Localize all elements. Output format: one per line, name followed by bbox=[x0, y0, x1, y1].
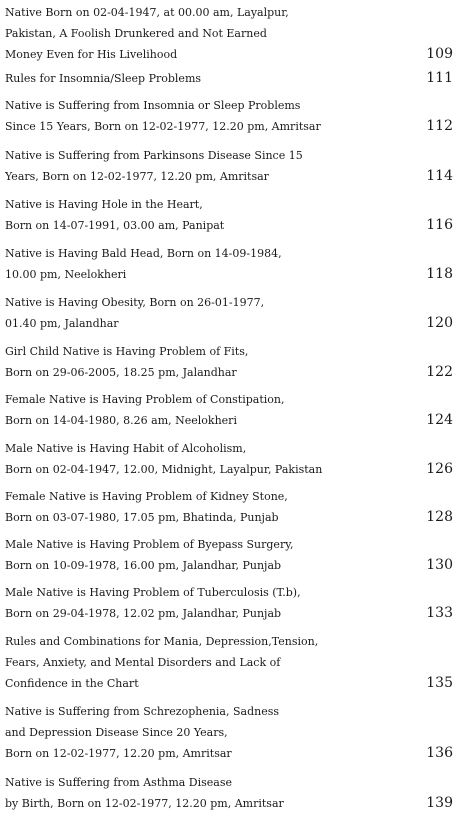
toc-entry bbox=[5, 194, 453, 236]
toc-entry-line: Girl Child Native is Having Problem of Fits, bbox=[5, 345, 249, 358]
toc-entry-line: Born on 14-04-1980, 8.26 am, Neelokheri bbox=[5, 414, 237, 427]
toc-entry-page-number: 114 bbox=[426, 168, 453, 184]
toc-entry-line: Native is Suffering from Asthma Disease bbox=[5, 776, 233, 789]
toc-entry-page-number: 116 bbox=[426, 217, 453, 233]
toc-entry-line: Male Native is Having Problem of Tuberculosis (T.b), bbox=[5, 586, 301, 599]
toc-entry-line: Years, Born on 12-02-1977, 12.20 pm, Amritsar bbox=[5, 170, 269, 183]
toc-entry-page-number: 136 bbox=[426, 745, 453, 761]
toc-entry-line: Native is Suffering from Parkinsons Disease Since 15 bbox=[5, 149, 303, 162]
toc-entry bbox=[5, 243, 453, 285]
toc-entry-page-number: 112 bbox=[426, 118, 453, 134]
toc-entry-title bbox=[5, 292, 453, 334]
toc-entry-line: 01.40 pm, Jalandhar bbox=[5, 317, 119, 330]
toc-entry-line: Born on 10-09-1978, 16.00 pm, Jalandhar, Punjab bbox=[5, 559, 282, 572]
toc-entry-line: Female Native is Having Problem of Constipation, bbox=[5, 393, 285, 406]
toc-entry bbox=[5, 438, 453, 480]
toc-entry-page-number: 128 bbox=[426, 509, 453, 525]
toc-entry-title bbox=[5, 389, 453, 431]
toc-entry-title bbox=[5, 2, 453, 65]
toc-entry-title bbox=[5, 243, 453, 285]
toc-entry-line: Fears, Anxiety, and Mental Disorders and Lack of bbox=[5, 656, 281, 669]
toc-entry bbox=[5, 95, 453, 137]
toc-entry-line: Born on 29-04-1978, 12.02 pm, Jalandhar, Punjab bbox=[5, 607, 282, 620]
toc-entry-line: Since 15 Years, Born on 12-02-1977, 12.20 pm, Amritsar bbox=[5, 120, 321, 133]
toc-entry bbox=[5, 145, 453, 187]
toc-entry-line: Native is Having Obesity, Born on 26-01-1977, bbox=[5, 296, 265, 309]
toc-entry-line: Native is Having Hole in the Heart, bbox=[5, 198, 203, 211]
toc-entry-page-number: 124 bbox=[426, 412, 453, 428]
toc-entry-line: Native is Having Bald Head, Born on 14-09-1984, bbox=[5, 247, 282, 260]
toc-entry-page-number: 122 bbox=[426, 364, 453, 380]
toc-entry bbox=[5, 701, 453, 764]
toc-entry-line: Male Native is Having Problem of Byepass Surgery, bbox=[5, 538, 294, 551]
toc-entry-line: Confidence in the Chart bbox=[5, 677, 139, 690]
toc-entry-line: and Depression Disease Since 20 Years, bbox=[5, 726, 228, 739]
toc-entry bbox=[5, 2, 453, 65]
toc-entry-page-number: 126 bbox=[426, 461, 453, 477]
toc-entry-line: Native is Suffering from Insomnia or Sleep Problems bbox=[5, 99, 301, 112]
toc-entry-title bbox=[5, 582, 453, 624]
toc-entry-title bbox=[5, 534, 453, 576]
toc-entry-line: by Birth, Born on 12-02-1977, 12.20 pm, Amritsar bbox=[5, 797, 284, 810]
toc-entry bbox=[5, 631, 453, 694]
toc-entry-title bbox=[5, 631, 453, 694]
toc-entry-line: Male Native is Having Habit of Alcoholism, bbox=[5, 442, 247, 455]
toc-entry-page-number: 109 bbox=[426, 46, 453, 62]
toc-entry-title bbox=[5, 701, 453, 764]
toc-entry-line: Native Born on 02-04-1947, at 00.00 am, Layalpur, bbox=[5, 6, 289, 19]
toc-entry-line: Native is Suffering from Schrezophenia, Sadness bbox=[5, 705, 280, 718]
toc-entry-page-number: 135 bbox=[426, 675, 453, 691]
toc-entry bbox=[5, 772, 453, 814]
toc-entry-page-number: 111 bbox=[426, 70, 453, 86]
toc-entry-line: Born on 12-02-1977, 12.20 pm, Amritsar bbox=[5, 747, 232, 760]
toc-entry bbox=[5, 68, 453, 89]
toc-entry-page-number: 133 bbox=[426, 605, 453, 621]
toc-entry bbox=[5, 389, 453, 431]
toc-entry-line: 10.00 pm, Neelokheri bbox=[5, 268, 127, 281]
toc-entry-line: Born on 02-04-1947, 12.00, Midnight, Layalpur, Pakistan bbox=[5, 463, 323, 476]
toc-entry bbox=[5, 341, 453, 383]
toc-entry bbox=[5, 534, 453, 576]
toc-entry bbox=[5, 292, 453, 334]
toc-entry-line: Female Native is Having Problem of Kidney Stone, bbox=[5, 490, 288, 503]
toc-entry-title bbox=[5, 145, 453, 187]
toc-entry-title bbox=[5, 194, 453, 236]
toc-entry-line: Rules and Combinations for Mania, Depression,Tension, bbox=[5, 635, 319, 648]
toc-entry-page-number: 120 bbox=[426, 315, 453, 331]
toc-entry-page-number: 118 bbox=[426, 266, 453, 282]
toc-entry-line: Born on 14-07-1991, 03.00 am, Panipat bbox=[5, 219, 225, 232]
toc-entry-title bbox=[5, 772, 453, 814]
toc-entry bbox=[5, 486, 453, 528]
toc-entry-line: Rules for Insomnia/Sleep Problems bbox=[5, 72, 202, 85]
toc-entry-line: Pakistan, A Foolish Drunkered and Not Earned bbox=[5, 27, 267, 40]
toc-entry-title bbox=[5, 68, 453, 89]
toc-entry-title bbox=[5, 95, 453, 137]
toc-entry-line: Born on 03-07-1980, 17.05 pm, Bhatinda, Punjab bbox=[5, 511, 279, 524]
toc-entry-page-number: 130 bbox=[426, 557, 453, 573]
toc-entry-page-number: 139 bbox=[426, 795, 453, 811]
toc-entry-title bbox=[5, 438, 453, 480]
toc-entry-title bbox=[5, 341, 453, 383]
toc-entry-line: Born on 29-06-2005, 18.25 pm, Jalandhar bbox=[5, 366, 237, 379]
toc-entry bbox=[5, 582, 453, 624]
toc-entry-line: Money Even for His Livelihood bbox=[5, 48, 178, 61]
toc-entry-title bbox=[5, 486, 453, 528]
